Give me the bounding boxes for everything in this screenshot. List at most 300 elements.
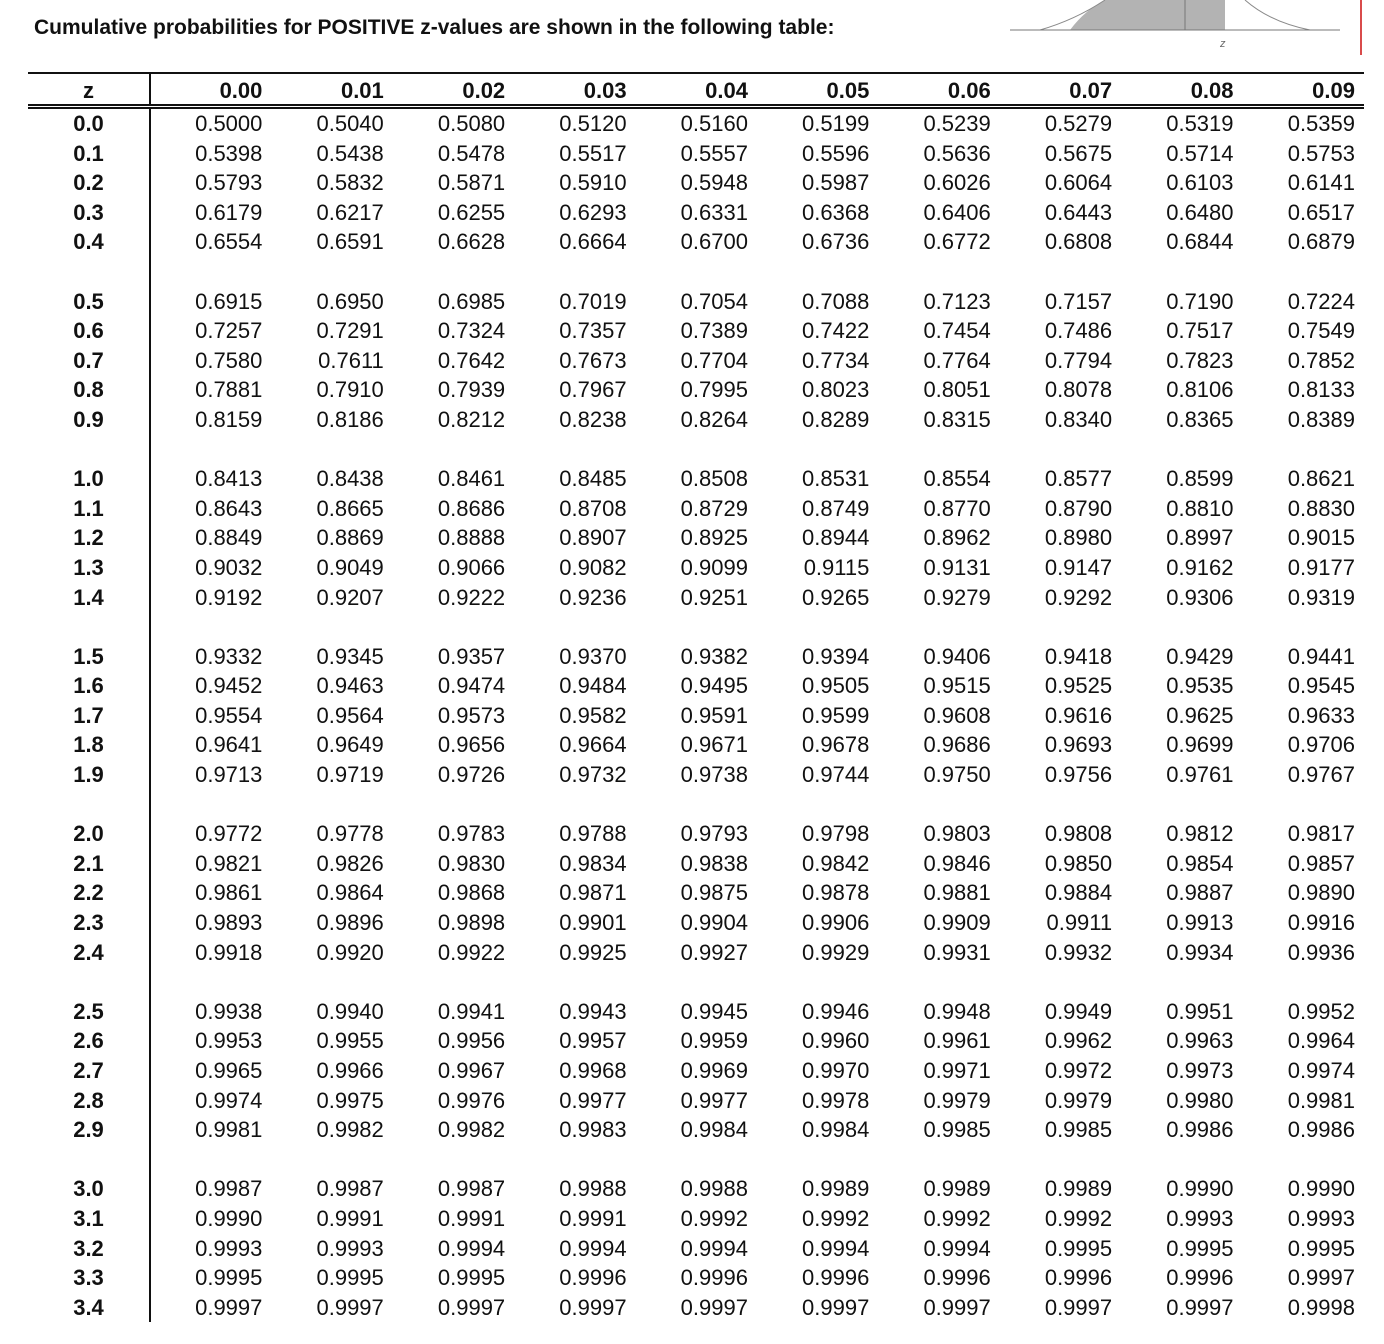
probability-cell: 0.8997	[1166, 525, 1234, 551]
probability-cell: 0.9936	[1287, 939, 1355, 965]
z-value-cell: 1.2	[28, 523, 150, 553]
probability-cell: 0.9871	[559, 880, 627, 906]
probability-cell: 0.7224	[1287, 288, 1355, 314]
probability-cell: 0.9960	[802, 1028, 870, 1054]
probability-cell: 0.9830	[437, 850, 506, 876]
spacer-cell	[1243, 257, 1364, 287]
probability-cell: 0.5319	[1166, 111, 1234, 136]
spacer-cell	[636, 790, 757, 820]
probability-cell: 0.9750	[923, 762, 991, 788]
z-value-cell: 0.3	[28, 198, 150, 228]
spacer-cell	[271, 1145, 392, 1175]
probability-cell: 0.9671	[680, 732, 748, 758]
probability-cell: 0.9998	[1287, 1294, 1355, 1320]
probability-cell: 0.9608	[923, 702, 991, 728]
probability-cell: 0.6554	[195, 229, 263, 255]
probability-cell: 0.9997	[559, 1294, 627, 1320]
probability-cell: 0.5398	[195, 140, 263, 166]
probability-cell: 0.9904	[680, 910, 748, 936]
header-row	[28, 73, 1364, 107]
probability-cell: 0.9850	[1044, 850, 1113, 876]
probability-cell: 0.9854	[1166, 850, 1234, 876]
probability-cell: 0.9989	[1044, 1176, 1113, 1202]
z-value-cell: 0.7	[28, 346, 150, 376]
probability-cell: 0.9633	[1287, 702, 1355, 728]
probability-cell: 0.8186	[316, 406, 384, 432]
spacer-cell	[393, 612, 514, 642]
spacer-cell	[393, 790, 514, 820]
probability-cell: 0.9991	[437, 1205, 506, 1231]
probability-cell: 0.9761	[1166, 762, 1234, 788]
spacer-cell	[514, 1145, 635, 1175]
probability-cell: 0.6736	[802, 229, 870, 255]
probability-cell: 0.9066	[437, 554, 506, 580]
spacer-cell	[636, 1145, 757, 1175]
spacer-cell	[28, 790, 150, 820]
probability-cell: 0.9994	[437, 1235, 506, 1261]
probability-cell: 0.9994	[680, 1235, 748, 1261]
probability-cell: 0.7486	[1044, 318, 1113, 344]
table-row	[28, 227, 1364, 257]
probability-cell: 0.8106	[1166, 377, 1234, 403]
z-value-cell: 3.0	[28, 1174, 150, 1204]
table-row	[28, 878, 1364, 908]
probability-cell: 0.9591	[680, 702, 748, 728]
probability-cell: 0.9956	[437, 1028, 506, 1054]
probability-cell: 0.9993	[1166, 1205, 1234, 1231]
probability-cell: 0.7123	[923, 288, 991, 314]
spacer-cell	[514, 967, 635, 997]
probability-cell: 0.8686	[437, 495, 506, 521]
z-value-cell: 2.8	[28, 1086, 150, 1116]
group-spacer	[28, 435, 1364, 465]
probability-cell: 0.9686	[923, 732, 991, 758]
probability-cell: 0.9948	[923, 998, 991, 1024]
probability-cell: 0.9994	[802, 1235, 870, 1261]
z-value-cell: 0.9	[28, 405, 150, 435]
probability-cell: 0.9649	[316, 732, 384, 758]
probability-cell: 0.9162	[1166, 554, 1234, 580]
table-row	[28, 168, 1364, 198]
probability-cell: 0.9976	[437, 1087, 506, 1113]
probability-cell: 0.6406	[923, 199, 991, 225]
probability-cell: 0.9099	[680, 554, 748, 580]
probability-cell: 0.6772	[923, 229, 991, 255]
probability-cell: 0.9991	[316, 1205, 384, 1231]
spacer-cell	[393, 435, 514, 465]
probability-cell: 0.5199	[802, 111, 870, 136]
spacer-cell	[271, 612, 392, 642]
spacer-cell	[1243, 1145, 1364, 1175]
probability-cell: 0.9995	[316, 1265, 384, 1291]
table-row	[28, 583, 1364, 613]
probability-cell: 0.9962	[1044, 1028, 1113, 1054]
probability-cell: 0.9793	[680, 821, 748, 847]
probability-cell: 0.8159	[195, 406, 263, 432]
spacer-cell	[150, 612, 271, 642]
probability-cell: 0.7673	[559, 347, 627, 373]
probability-cell: 0.5478	[437, 140, 506, 166]
z-value-cell: 3.3	[28, 1263, 150, 1293]
probability-cell: 0.9929	[802, 939, 870, 965]
probability-cell: 0.9990	[1166, 1176, 1234, 1202]
probability-cell: 0.9082	[559, 554, 627, 580]
z-value-cell: 0.0	[28, 107, 150, 139]
probability-cell: 0.5359	[1287, 111, 1355, 136]
probability-cell: 0.9778	[316, 821, 384, 847]
probability-cell: 0.8051	[923, 377, 991, 403]
probability-cell: 0.5832	[316, 170, 384, 196]
column-header: 0.00	[150, 73, 271, 107]
probability-cell: 0.9961	[923, 1028, 991, 1054]
table-row	[28, 494, 1364, 524]
probability-cell: 0.8599	[1166, 466, 1234, 492]
table-row	[28, 1086, 1364, 1116]
probability-cell: 0.6443	[1044, 199, 1113, 225]
table-row	[28, 730, 1364, 760]
spacer-cell	[636, 967, 757, 997]
probability-cell: 0.9406	[923, 643, 991, 669]
probability-cell: 0.8531	[802, 466, 870, 492]
probability-cell: 0.9893	[195, 910, 263, 936]
table-row	[28, 1174, 1364, 1204]
probability-cell: 0.9656	[437, 732, 506, 758]
probability-cell: 0.9207	[316, 584, 384, 610]
probability-cell: 0.5557	[680, 140, 748, 166]
probability-cell: 0.9032	[195, 554, 263, 580]
probability-cell: 0.9997	[195, 1294, 263, 1320]
table-row	[28, 464, 1364, 494]
probability-cell: 0.9995	[437, 1265, 506, 1291]
probability-cell: 0.9996	[1166, 1265, 1234, 1291]
probability-cell: 0.8508	[680, 466, 748, 492]
probability-cell: 0.9997	[680, 1294, 748, 1320]
probability-cell: 0.9943	[559, 998, 627, 1024]
probability-cell: 0.6141	[1287, 170, 1355, 196]
probability-cell: 0.9959	[680, 1028, 748, 1054]
probability-cell: 0.8869	[316, 525, 384, 551]
probability-cell: 0.8264	[680, 406, 748, 432]
probability-cell: 0.9641	[195, 732, 263, 758]
probability-cell: 0.9625	[1166, 702, 1234, 728]
probability-cell: 0.8389	[1287, 406, 1355, 432]
probability-cell: 0.9441	[1287, 643, 1355, 669]
probability-cell: 0.9664	[559, 732, 627, 758]
probability-cell: 0.9881	[923, 880, 991, 906]
probability-cell: 0.6026	[923, 170, 991, 196]
spacer-cell	[1000, 1145, 1121, 1175]
probability-cell: 0.6591	[316, 229, 384, 255]
probability-cell: 0.8708	[559, 495, 627, 521]
probability-cell: 0.6255	[437, 199, 506, 225]
spacer-cell	[757, 1145, 878, 1175]
probability-cell: 0.5438	[316, 140, 384, 166]
spacer-cell	[1000, 612, 1121, 642]
probability-cell: 0.9972	[1044, 1058, 1113, 1083]
probability-cell: 0.9429	[1166, 643, 1234, 669]
spacer-cell	[1121, 790, 1242, 820]
probability-cell: 0.9732	[559, 762, 627, 788]
spacer-cell	[1243, 612, 1364, 642]
spacer-cell	[514, 790, 635, 820]
probability-cell: 0.9911	[1046, 910, 1113, 936]
z-value-cell: 1.3	[28, 553, 150, 583]
probability-cell: 0.9979	[923, 1087, 991, 1113]
group-spacer	[28, 257, 1364, 287]
probability-cell: 0.9821	[195, 850, 263, 876]
probability-cell: 0.9131	[923, 554, 991, 580]
probability-cell: 0.9974	[195, 1087, 263, 1113]
probability-cell: 0.9993	[316, 1235, 384, 1261]
probability-cell: 0.8643	[195, 495, 263, 521]
probability-cell: 0.6664	[559, 229, 627, 255]
probability-cell: 0.6293	[559, 199, 627, 225]
probability-cell: 0.7357	[559, 318, 627, 344]
probability-cell: 0.9989	[802, 1176, 870, 1202]
table-row	[28, 346, 1364, 376]
z-value-cell: 1.6	[28, 671, 150, 701]
probability-cell: 0.9756	[1044, 762, 1113, 788]
probability-cell: 0.9938	[195, 998, 263, 1024]
probability-cell: 0.9987	[437, 1176, 506, 1202]
probability-cell: 0.5948	[680, 170, 748, 196]
probability-cell: 0.9920	[316, 939, 384, 965]
probability-cell: 0.5120	[559, 111, 627, 136]
spacer-cell	[514, 257, 635, 287]
probability-cell: 0.9992	[680, 1205, 748, 1231]
probability-cell: 0.9015	[1287, 525, 1355, 551]
spacer-cell	[878, 612, 999, 642]
probability-cell: 0.9525	[1044, 673, 1113, 699]
probability-cell: 0.6064	[1044, 170, 1113, 196]
spacer-cell	[271, 435, 392, 465]
probability-cell: 0.6700	[680, 229, 748, 255]
column-header: 0.09	[1243, 73, 1364, 107]
probability-cell: 0.9495	[680, 673, 748, 699]
probability-cell: 0.7019	[559, 288, 627, 314]
z-value-cell: 0.4	[28, 227, 150, 257]
probability-cell: 0.9834	[559, 850, 627, 876]
z-value-cell: 2.7	[28, 1056, 150, 1086]
probability-cell: 0.9992	[1044, 1205, 1113, 1231]
spacer-cell	[1121, 1145, 1242, 1175]
probability-cell: 0.9901	[559, 910, 627, 936]
probability-cell: 0.9941	[437, 998, 506, 1024]
table-row	[28, 908, 1364, 938]
spacer-cell	[757, 612, 878, 642]
probability-cell: 0.9951	[1166, 998, 1234, 1024]
probability-cell: 0.7088	[802, 288, 870, 314]
z-value-cell: 3.1	[28, 1204, 150, 1234]
probability-cell: 0.9996	[559, 1265, 627, 1291]
probability-cell: 0.9875	[680, 880, 748, 906]
probability-cell: 0.9997	[923, 1294, 991, 1320]
probability-cell: 0.9927	[680, 939, 748, 965]
probability-cell: 0.9884	[1044, 880, 1113, 906]
probability-cell: 0.8289	[802, 406, 870, 432]
probability-cell: 0.5636	[923, 140, 991, 166]
z-table	[28, 72, 1364, 1322]
probability-cell: 0.9817	[1287, 821, 1355, 847]
probability-cell: 0.9955	[316, 1028, 384, 1054]
column-header: 0.04	[636, 73, 757, 107]
probability-cell: 0.8485	[559, 466, 627, 492]
z-value-cell: 1.7	[28, 701, 150, 731]
z-table-container	[28, 72, 1364, 1322]
normal-curve-illustration	[1010, 0, 1340, 50]
spacer-cell	[757, 257, 878, 287]
probability-cell: 0.9846	[923, 850, 991, 876]
probability-cell: 0.9616	[1044, 702, 1113, 728]
probability-cell: 0.7823	[1166, 347, 1234, 373]
probability-cell: 0.9996	[802, 1265, 870, 1291]
spacer-cell	[150, 257, 271, 287]
probability-cell: 0.5239	[923, 111, 991, 136]
probability-cell: 0.9981	[195, 1117, 263, 1143]
probability-cell: 0.8365	[1166, 406, 1234, 432]
probability-cell: 0.9968	[559, 1058, 627, 1083]
probability-cell: 0.5517	[559, 140, 627, 166]
probability-cell: 0.9996	[923, 1265, 991, 1291]
spacer-cell	[1243, 967, 1364, 997]
probability-cell: 0.6517	[1287, 199, 1355, 225]
spacer-cell	[757, 967, 878, 997]
probability-cell: 0.5714	[1166, 140, 1234, 166]
probability-cell: 0.9868	[437, 880, 506, 906]
probability-cell: 0.9985	[1044, 1117, 1113, 1143]
probability-cell: 0.9986	[1287, 1117, 1355, 1143]
probability-cell: 0.9292	[1044, 584, 1113, 610]
probability-cell: 0.9966	[316, 1058, 384, 1083]
table-row	[28, 375, 1364, 405]
probability-cell: 0.9988	[680, 1176, 748, 1202]
probability-cell: 0.9345	[316, 643, 384, 669]
table-row	[28, 938, 1364, 968]
probability-cell: 0.9898	[437, 910, 506, 936]
probability-cell: 0.9382	[680, 643, 748, 669]
z-value-cell: 2.5	[28, 997, 150, 1027]
probability-cell: 0.9992	[802, 1205, 870, 1231]
probability-cell: 0.9306	[1166, 584, 1234, 610]
probability-cell: 0.9996	[1044, 1265, 1113, 1291]
z-value-cell: 2.9	[28, 1115, 150, 1145]
probability-cell: 0.7611	[318, 347, 384, 373]
probability-cell: 0.9808	[1044, 821, 1113, 847]
table-row	[28, 107, 1364, 139]
page-title: Cumulative probabilities for POSITIVE z-values are shown in the following table:	[34, 16, 835, 39]
z-value-cell: 0.1	[28, 139, 150, 169]
probability-cell: 0.7324	[437, 318, 506, 344]
spacer-cell	[1000, 435, 1121, 465]
probability-cell: 0.8849	[195, 525, 263, 551]
probability-cell: 0.6103	[1166, 170, 1234, 196]
probability-cell: 0.9265	[802, 584, 870, 610]
probability-cell: 0.7054	[680, 288, 748, 314]
spacer-cell	[878, 1145, 999, 1175]
probability-cell: 0.9767	[1287, 762, 1355, 788]
probability-cell: 0.7704	[680, 347, 748, 373]
probability-cell: 0.6628	[437, 229, 506, 255]
probability-cell: 0.9997	[437, 1294, 506, 1320]
probability-cell: 0.9995	[1287, 1235, 1355, 1261]
probability-cell: 0.9812	[1166, 821, 1234, 847]
probability-cell: 0.9983	[559, 1117, 627, 1143]
probability-cell: 0.9984	[680, 1117, 748, 1143]
probability-cell: 0.6480	[1166, 199, 1234, 225]
column-header: 0.05	[757, 73, 878, 107]
probability-cell: 0.9545	[1287, 673, 1355, 699]
probability-cell: 0.9982	[437, 1117, 506, 1143]
probability-cell: 0.8907	[559, 525, 627, 551]
probability-cell: 0.9582	[559, 702, 627, 728]
group-spacer	[28, 967, 1364, 997]
z-value-cell: 1.9	[28, 760, 150, 790]
probability-cell: 0.7190	[1166, 288, 1234, 314]
probability-cell: 0.9993	[1287, 1205, 1355, 1231]
probability-cell: 0.9989	[923, 1176, 991, 1202]
probability-cell: 0.7734	[802, 347, 870, 373]
table-row	[28, 523, 1364, 553]
spacer-cell	[757, 790, 878, 820]
probability-cell: 0.9693	[1044, 732, 1113, 758]
probability-cell: 0.9985	[923, 1117, 991, 1143]
probability-cell: 0.9957	[559, 1028, 627, 1054]
probability-cell: 0.8665	[316, 495, 384, 521]
spacer-cell	[393, 967, 514, 997]
z-value-cell: 1.8	[28, 730, 150, 760]
table-row	[28, 287, 1364, 317]
probability-cell: 0.7580	[195, 347, 263, 373]
probability-cell: 0.9990	[1287, 1176, 1355, 1202]
probability-cell: 0.9535	[1166, 673, 1234, 699]
z-value-cell: 0.2	[28, 168, 150, 198]
probability-cell: 0.6950	[316, 288, 384, 314]
probability-cell: 0.7257	[195, 318, 263, 344]
probability-cell: 0.9826	[316, 850, 384, 876]
probability-cell: 0.9505	[802, 673, 870, 699]
spacer-cell	[28, 1145, 150, 1175]
probability-cell: 0.7939	[437, 377, 506, 403]
probability-cell: 0.8438	[316, 466, 384, 492]
probability-cell: 0.5080	[437, 111, 506, 136]
probability-cell: 0.9049	[316, 554, 384, 580]
probability-cell: 0.9573	[437, 702, 506, 728]
probability-cell: 0.9909	[923, 910, 991, 936]
z-value-cell: 1.0	[28, 464, 150, 494]
probability-cell: 0.9554	[195, 702, 263, 728]
probability-cell: 0.9332	[195, 643, 263, 669]
probability-cell: 0.8023	[802, 377, 870, 403]
probability-cell: 0.9726	[437, 762, 506, 788]
probability-cell: 0.9946	[802, 998, 870, 1024]
table-row	[28, 553, 1364, 583]
probability-cell: 0.9987	[316, 1176, 384, 1202]
probability-cell: 0.9982	[316, 1117, 384, 1143]
probability-cell: 0.9177	[1287, 554, 1355, 580]
probability-cell: 0.8790	[1044, 495, 1113, 521]
probability-cell: 0.9978	[802, 1087, 870, 1113]
probability-cell: 0.9838	[680, 850, 748, 876]
probability-cell: 0.8577	[1044, 466, 1113, 492]
probability-cell: 0.9678	[802, 732, 870, 758]
probability-cell: 0.9699	[1166, 732, 1234, 758]
probability-cell: 0.9918	[195, 939, 263, 965]
probability-cell: 0.5040	[316, 111, 384, 136]
spacer-cell	[636, 435, 757, 465]
probability-cell: 0.8749	[802, 495, 870, 521]
probability-cell: 0.5000	[195, 111, 263, 136]
probability-cell: 0.7389	[680, 318, 748, 344]
